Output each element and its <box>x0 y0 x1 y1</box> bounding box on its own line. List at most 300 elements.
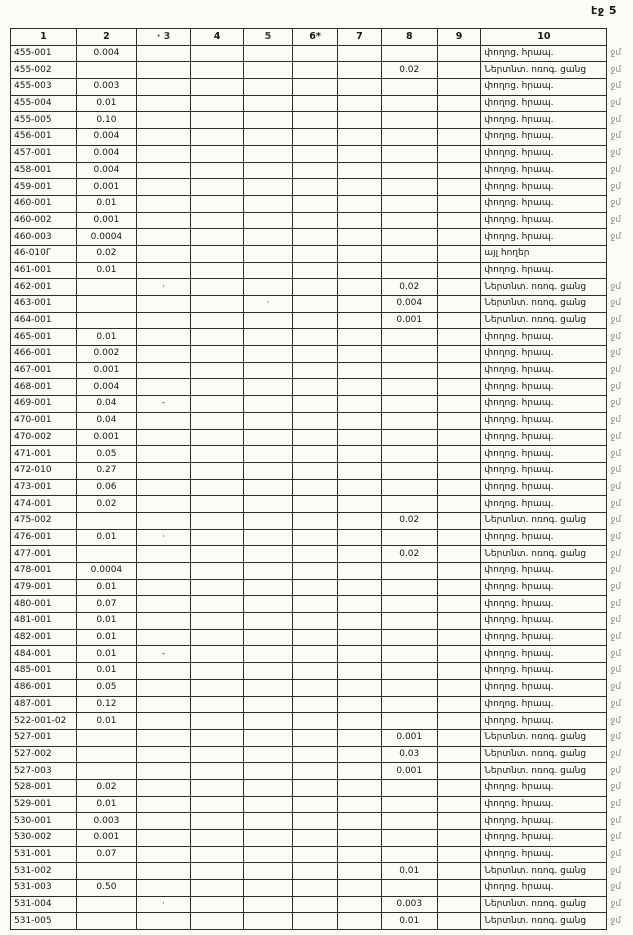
cell-col7 <box>338 79 382 96</box>
cell-col4 <box>191 679 244 696</box>
cell-col9 <box>437 379 481 396</box>
cell-col1: 485-001 <box>11 663 77 680</box>
header-row <box>11 29 633 46</box>
cell-col1: 474-001 <box>11 496 77 513</box>
table-row <box>11 579 633 596</box>
cell-col2: 0.05 <box>76 679 136 696</box>
cell-col7 <box>338 713 382 730</box>
cell-col7 <box>338 779 382 796</box>
cell-col1: 531-004 <box>11 896 77 913</box>
cell-col3 <box>137 379 191 396</box>
table-row <box>11 245 633 262</box>
cell-col9 <box>437 863 481 880</box>
margin-mark: ջմ <box>610 198 622 209</box>
cell-col10: փողոց. հրապ. <box>481 779 607 796</box>
cell-col6 <box>292 629 337 646</box>
cell-col10: փողոց. հրապ. <box>481 646 607 663</box>
table-row <box>11 779 633 796</box>
cell-col10: փողոց. հրապ. <box>481 79 607 96</box>
table-row <box>11 496 633 513</box>
cell-col4 <box>191 446 244 463</box>
column-header-7: 7 <box>338 29 382 46</box>
cell-col8 <box>381 195 437 212</box>
margin-header-spacer <box>607 29 633 46</box>
cell-col7 <box>338 696 382 713</box>
cell-col8 <box>381 663 437 680</box>
cell-col2 <box>76 279 136 296</box>
cell-col2: 0.01 <box>76 796 136 813</box>
table-row <box>11 179 633 196</box>
cell-col4 <box>191 112 244 129</box>
cell-col1: 527-002 <box>11 746 77 763</box>
cell-col5 <box>244 579 293 596</box>
cell-col6 <box>292 846 337 863</box>
cell-col4 <box>191 312 244 329</box>
cell-col4 <box>191 396 244 413</box>
cell-col7 <box>338 329 382 346</box>
cell-col2: 0.02 <box>76 245 136 262</box>
cell-col6 <box>292 45 337 62</box>
cell-col3 <box>137 145 191 162</box>
cell-col4 <box>191 529 244 546</box>
table-row <box>11 62 633 79</box>
cell-col2: 0.001 <box>76 830 136 847</box>
cell-col1: 470-002 <box>11 429 77 446</box>
margin-mark: ջմ <box>610 64 622 75</box>
cell-col6 <box>292 279 337 296</box>
cell-col2: 0.07 <box>76 596 136 613</box>
table-row <box>11 296 633 313</box>
cell-col2: 0.06 <box>76 479 136 496</box>
cell-col4 <box>191 245 244 262</box>
column-header-3: · 3 <box>137 29 191 46</box>
cell-col4 <box>191 863 244 880</box>
cell-col8 <box>381 796 437 813</box>
cell-col3 <box>137 563 191 580</box>
cell-col5 <box>244 145 293 162</box>
cell-col1: 479-001 <box>11 579 77 596</box>
cell-col7 <box>338 396 382 413</box>
cell-col7 <box>338 613 382 630</box>
cell-col7 <box>338 896 382 913</box>
cell-col7 <box>338 796 382 813</box>
cell-col2 <box>76 512 136 529</box>
cell-col1: 484-001 <box>11 646 77 663</box>
cell-col5 <box>244 846 293 863</box>
cell-col3 <box>137 95 191 112</box>
cell-col10: փողոց. հրապ. <box>481 846 607 863</box>
cell-col1: 469-001 <box>11 396 77 413</box>
cell-col8 <box>381 779 437 796</box>
cell-col4 <box>191 613 244 630</box>
cell-col3 <box>137 229 191 246</box>
cell-col7 <box>338 913 382 930</box>
cell-col3 <box>137 579 191 596</box>
cell-col6 <box>292 679 337 696</box>
cell-col7 <box>338 179 382 196</box>
cell-col4 <box>191 496 244 513</box>
cell-col7 <box>338 412 382 429</box>
cell-col9 <box>437 663 481 680</box>
table-row <box>11 479 633 496</box>
cell-col7 <box>338 563 382 580</box>
cell-col7 <box>338 262 382 279</box>
cell-col9 <box>437 596 481 613</box>
cell-col8: 0.01 <box>381 913 437 930</box>
cell-col8: 0.001 <box>381 312 437 329</box>
cell-col3 <box>137 796 191 813</box>
cell-col9 <box>437 546 481 563</box>
cell-col9 <box>437 679 481 696</box>
margin-mark: ջմ <box>610 148 622 159</box>
cell-col2: 0.001 <box>76 429 136 446</box>
cell-col4 <box>191 813 244 830</box>
cell-col8 <box>381 613 437 630</box>
cell-col9 <box>437 296 481 313</box>
cell-col9 <box>437 796 481 813</box>
cell-col6 <box>292 396 337 413</box>
margin-mark: ջմ <box>610 98 622 109</box>
cell-col4 <box>191 796 244 813</box>
table-row <box>11 596 633 613</box>
cell-col3 <box>137 462 191 479</box>
cell-col6 <box>292 563 337 580</box>
table-row <box>11 329 633 346</box>
table-row <box>11 880 633 897</box>
cell-col8: 0.003 <box>381 896 437 913</box>
cell-col1: 522-001-02 <box>11 713 77 730</box>
margin-mark: ջմ <box>610 214 622 225</box>
cell-col10: փողոց. հրապ. <box>481 329 607 346</box>
cell-col1: 462-001 <box>11 279 77 296</box>
table-row <box>11 112 633 129</box>
cell-col1: 486-001 <box>11 679 77 696</box>
cell-col4 <box>191 329 244 346</box>
margin-mark: ջմ <box>610 365 622 376</box>
cell-col5 <box>244 245 293 262</box>
cell-col3: - <box>137 396 191 413</box>
cell-col9 <box>437 830 481 847</box>
cell-col4 <box>191 629 244 646</box>
table-row <box>11 796 633 813</box>
cell-col3: · <box>137 529 191 546</box>
cell-col2: 0.10 <box>76 112 136 129</box>
cell-col1: 471-001 <box>11 446 77 463</box>
cell-col8: 0.02 <box>381 62 437 79</box>
cell-col8: 0.02 <box>381 279 437 296</box>
cell-col6 <box>292 830 337 847</box>
cell-col5 <box>244 95 293 112</box>
cell-col10: փողոց. հրապ. <box>481 129 607 146</box>
cell-col8 <box>381 212 437 229</box>
cell-col9 <box>437 896 481 913</box>
margin-mark: ջմ <box>610 515 622 526</box>
cell-col9 <box>437 129 481 146</box>
cell-col6 <box>292 446 337 463</box>
cell-col5 <box>244 45 293 62</box>
cell-col2: 0.003 <box>76 813 136 830</box>
cell-col3 <box>137 245 191 262</box>
cell-col4 <box>191 729 244 746</box>
cell-col9 <box>437 112 481 129</box>
cell-col5 <box>244 279 293 296</box>
margin-mark: ջմ <box>610 81 622 92</box>
cell-col4 <box>191 362 244 379</box>
cell-col2: 0.004 <box>76 145 136 162</box>
cell-col1: 456-001 <box>11 129 77 146</box>
cell-col8: 0.001 <box>381 729 437 746</box>
table-row <box>11 863 633 880</box>
cell-col5 <box>244 346 293 363</box>
margin-mark <box>607 262 633 279</box>
cell-col2: 0.01 <box>76 529 136 546</box>
cell-col1: 528-001 <box>11 779 77 796</box>
cell-col10: Ներտնտ. ոռոգ. ցանց <box>481 279 607 296</box>
cell-col10: փողոց. հրապ. <box>481 713 607 730</box>
table-row <box>11 312 633 329</box>
margin-mark: ջմ <box>610 531 622 542</box>
cell-col3 <box>137 830 191 847</box>
cell-col3 <box>137 863 191 880</box>
cell-col1: 530-002 <box>11 830 77 847</box>
cell-col5 <box>244 563 293 580</box>
cell-col1: 480-001 <box>11 596 77 613</box>
cell-col9 <box>437 713 481 730</box>
cell-col9 <box>437 262 481 279</box>
cell-col7 <box>338 362 382 379</box>
cell-col10: փողոց. հրապ. <box>481 45 607 62</box>
parcel-table <box>10 28 633 930</box>
cell-col2: 0.01 <box>76 195 136 212</box>
cell-col5 <box>244 596 293 613</box>
cell-col3 <box>137 112 191 129</box>
cell-col1: 466-001 <box>11 346 77 363</box>
cell-col6 <box>292 913 337 930</box>
cell-col7 <box>338 512 382 529</box>
cell-col6 <box>292 696 337 713</box>
table-row <box>11 646 633 663</box>
cell-col9 <box>437 412 481 429</box>
cell-col7 <box>338 145 382 162</box>
margin-mark: ջմ <box>610 481 622 492</box>
cell-col1: 481-001 <box>11 613 77 630</box>
cell-col2: 0.01 <box>76 663 136 680</box>
cell-col5 <box>244 713 293 730</box>
cell-col4 <box>191 896 244 913</box>
margin-mark: ջմ <box>610 348 622 359</box>
cell-col9 <box>437 913 481 930</box>
cell-col3: · <box>137 279 191 296</box>
cell-col8: 0.02 <box>381 546 437 563</box>
cell-col7 <box>338 346 382 363</box>
table-row <box>11 913 633 930</box>
cell-col9 <box>437 162 481 179</box>
cell-col3 <box>137 179 191 196</box>
cell-col10: փողոց. հրապ. <box>481 229 607 246</box>
column-header-4: 4 <box>191 29 244 46</box>
cell-col7 <box>338 62 382 79</box>
cell-col1: 530-001 <box>11 813 77 830</box>
cell-col6 <box>292 195 337 212</box>
table-row <box>11 229 633 246</box>
cell-col5 <box>244 863 293 880</box>
cell-col5 <box>244 312 293 329</box>
cell-col9 <box>437 746 481 763</box>
cell-col3 <box>137 729 191 746</box>
cell-col7 <box>338 95 382 112</box>
cell-col5 <box>244 462 293 479</box>
cell-col9 <box>437 362 481 379</box>
cell-col9 <box>437 479 481 496</box>
cell-col8: 0.02 <box>381 512 437 529</box>
cell-col6 <box>292 329 337 346</box>
cell-col3 <box>137 162 191 179</box>
cell-col8 <box>381 629 437 646</box>
cell-col6 <box>292 379 337 396</box>
cell-col8 <box>381 529 437 546</box>
cell-col1: 531-003 <box>11 880 77 897</box>
cell-col1: 458-001 <box>11 162 77 179</box>
cell-col10: փողոց. հրապ. <box>481 179 607 196</box>
cell-col6 <box>292 813 337 830</box>
cell-col7 <box>338 529 382 546</box>
cell-col10: փողոց. հրապ. <box>481 412 607 429</box>
cell-col10: Ներտնտ. ոռոգ. ցանց <box>481 296 607 313</box>
cell-col5 <box>244 813 293 830</box>
cell-col2: 0.001 <box>76 212 136 229</box>
cell-col9 <box>437 763 481 780</box>
cell-col4 <box>191 880 244 897</box>
cell-col3 <box>137 846 191 863</box>
cell-col1: 473-001 <box>11 479 77 496</box>
cell-col9 <box>437 462 481 479</box>
margin-mark: ջմ <box>610 465 622 476</box>
cell-col8 <box>381 229 437 246</box>
cell-col4 <box>191 95 244 112</box>
cell-col3 <box>137 129 191 146</box>
cell-col9 <box>437 45 481 62</box>
cell-col3 <box>137 429 191 446</box>
cell-col10: Ներտնտ. ոռոգ. ցանց <box>481 896 607 913</box>
cell-col3 <box>137 479 191 496</box>
cell-col10: փողոց. հրապ. <box>481 195 607 212</box>
column-header-9: 9 <box>437 29 481 46</box>
cell-col9 <box>437 396 481 413</box>
cell-col4 <box>191 846 244 863</box>
table-row <box>11 546 633 563</box>
cell-col2: 0.004 <box>76 129 136 146</box>
cell-col5: · <box>244 296 293 313</box>
margin-mark: ջմ <box>610 865 622 876</box>
cell-col9 <box>437 696 481 713</box>
cell-col3 <box>137 329 191 346</box>
cell-col5 <box>244 212 293 229</box>
cell-col7 <box>338 596 382 613</box>
cell-col7 <box>338 880 382 897</box>
cell-col8 <box>381 412 437 429</box>
margin-mark: ջմ <box>610 398 622 409</box>
margin-mark: ջմ <box>610 899 622 910</box>
cell-col6 <box>292 229 337 246</box>
cell-col2: 0.004 <box>76 379 136 396</box>
cell-col6 <box>292 512 337 529</box>
cell-col9 <box>437 779 481 796</box>
margin-mark: ջմ <box>610 181 622 192</box>
cell-col6 <box>292 162 337 179</box>
cell-col6 <box>292 746 337 763</box>
cell-col7 <box>338 162 382 179</box>
cell-col8 <box>381 479 437 496</box>
cell-col4 <box>191 663 244 680</box>
cell-col1: 459-001 <box>11 179 77 196</box>
cell-col5 <box>244 729 293 746</box>
cell-col5 <box>244 329 293 346</box>
cell-col9 <box>437 613 481 630</box>
cell-col8 <box>381 179 437 196</box>
margin-mark: ջմ <box>610 632 622 643</box>
cell-col9 <box>437 95 481 112</box>
page-number: էջ 5 <box>591 4 617 17</box>
cell-col10: փողոց. հրապ. <box>481 663 607 680</box>
cell-col9 <box>437 329 481 346</box>
cell-col4 <box>191 696 244 713</box>
cell-col1: 487-001 <box>11 696 77 713</box>
cell-col2: 0.01 <box>76 579 136 596</box>
cell-col2: 0.04 <box>76 396 136 413</box>
cell-col4 <box>191 479 244 496</box>
cell-col3 <box>137 629 191 646</box>
cell-col10: փողոց. հրապ. <box>481 112 607 129</box>
cell-col1: 531-001 <box>11 846 77 863</box>
cell-col8 <box>381 596 437 613</box>
cell-col1: 529-001 <box>11 796 77 813</box>
cell-col6 <box>292 880 337 897</box>
cell-col5 <box>244 880 293 897</box>
cell-col9 <box>437 79 481 96</box>
cell-col4 <box>191 462 244 479</box>
cell-col3 <box>137 813 191 830</box>
cell-col7 <box>338 629 382 646</box>
cell-col2: 0.05 <box>76 446 136 463</box>
cell-col6 <box>292 296 337 313</box>
cell-col10: այլ հողեր <box>481 245 607 262</box>
cell-col10: փողոց. հրապ. <box>481 346 607 363</box>
cell-col6 <box>292 312 337 329</box>
table-row <box>11 813 633 830</box>
cell-col9 <box>437 629 481 646</box>
cell-col6 <box>292 479 337 496</box>
margin-mark: ջմ <box>610 732 622 743</box>
cell-col10: փողոց. հրապ. <box>481 95 607 112</box>
cell-col2: 0.002 <box>76 346 136 363</box>
cell-col10: փողոց. հրապ. <box>481 563 607 580</box>
cell-col3 <box>137 779 191 796</box>
margin-mark: ջմ <box>610 415 622 426</box>
cell-col8: 0.01 <box>381 863 437 880</box>
cell-col6 <box>292 896 337 913</box>
cell-col6 <box>292 863 337 880</box>
cell-col5 <box>244 763 293 780</box>
margin-mark: ջմ <box>610 298 622 309</box>
cell-col10: փողոց. հրապ. <box>481 679 607 696</box>
margin-mark: ջմ <box>610 849 622 860</box>
cell-col4 <box>191 262 244 279</box>
cell-col8 <box>381 679 437 696</box>
cell-col3 <box>137 763 191 780</box>
cell-col10: փողոց. հրապ. <box>481 212 607 229</box>
cell-col7 <box>338 45 382 62</box>
cell-col5 <box>244 779 293 796</box>
